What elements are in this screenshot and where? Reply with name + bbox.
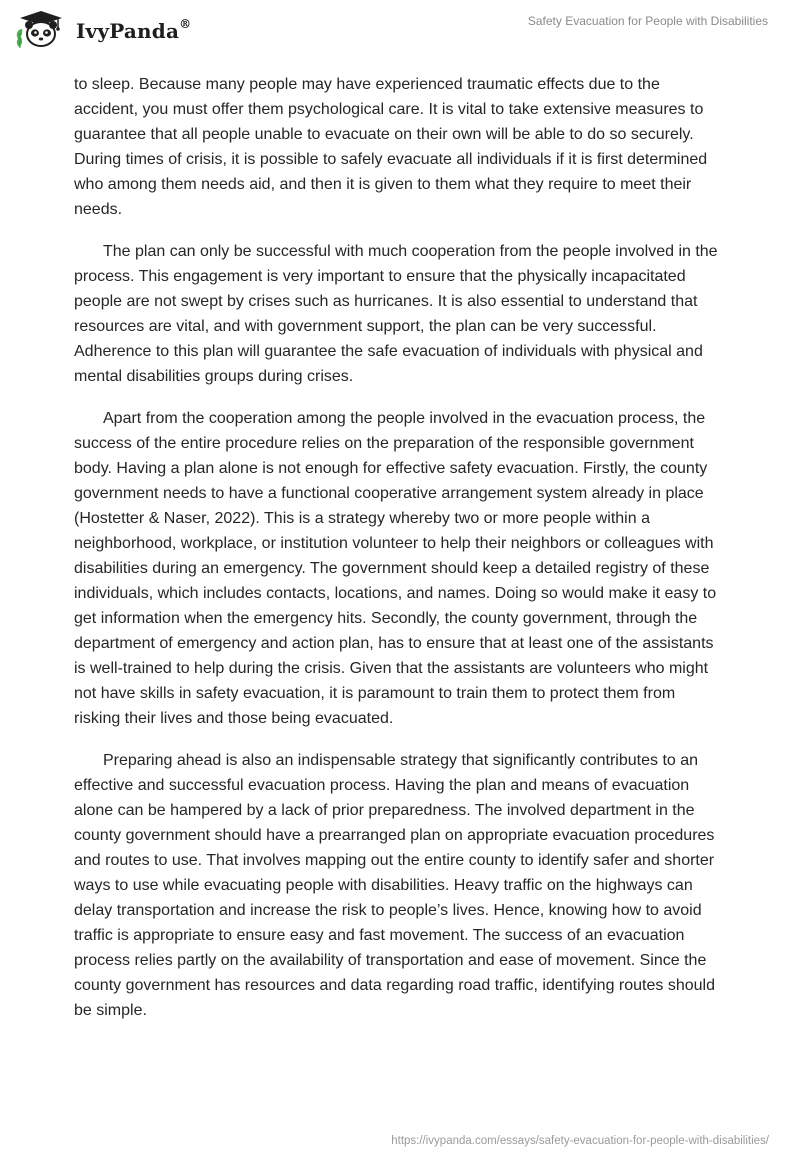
registered-mark: ®: [179, 17, 192, 32]
running-title: Safety Evacuation for People with Disabilities: [527, 14, 768, 28]
paragraph: The plan can only be successful with much cooperation from the people involved in the process. This engagement is very important to ensure that the physically incapacitated people are not swept by crises such as hurricanes. It is also essential to understand that resources are vital, and with government support, the plan can be very successful. Adherence to this plan will guarantee the safe evacuation of individuals with physical and mental disabilities groups during crises.: [74, 243, 718, 385]
paragraph-continued: to sleep. Because many people may have experienced traumatic effects due to the accident, you must offer them psychological care. It is vital to take extensive measures to guarantee that all people unable to evacuate on their own will be able to do so securely. During times of crisis, it is possible to safely evacuate all individuals if it is first determined who among them needs aid, and then it is given to them what they require to meet their needs.: [74, 76, 708, 218]
page-header: [0, 0, 800, 66]
paragraph: Apart from the cooperation among the people involved in the evacuation process, the success of the entire procedure relies on the preparation of the responsible government body. Having a plan alone is not enough for effective safety evacuation. Firstly, the county government needs to have a functional cooperative arrangement system already in place (Hostetter & Naser, 2022). This is a strategy whereby two or more people within a neighborhood, workplace, or institution volunteer to help their neighbors or colleagues with disabilities during an emergency. The government should keep a detailed registry of these individuals, which includes contacts, locations, and names. Doing so would make it easy to get information when the emergency hits. Secondly, the county government, through the department of emergency and action plan, has to ensure that at least one of the assistants is well-trained to help during the crisis. Given that the assistants are volunteers who might not have skills in safety evacuation, it is paramount to train them to protect them from risking their lives and those being evacuated.: [74, 410, 717, 727]
source-url[interactable]: https://ivypanda.com/essays/safety-evacuation-for-people-with-disabilities/: [391, 1135, 769, 1147]
panda-graduate-icon: [14, 9, 72, 49]
essay-body: [74, 72, 724, 1040]
brand-name: IvyPanda®: [76, 17, 192, 43]
ivypanda-logo[interactable]: [14, 9, 191, 49]
paragraph: Preparing ahead is also an indispensable strategy that significantly contributes to an effective and successful evacuation process. Having the plan and means of evacuation alone can be hampered by a lack of prior preparedness. The involved department in the county government should have a prearranged plan on appropriate evacuation procedures and routes to use. That involves mapping out the entire county to identify safer and shorter ways to use while evacuating people with disabilities. Heavy traffic on the highways can delay transportation and increase the risk to people’s lives. Hence, knowing how to avoid traffic is appropriate to ensure easy and fast movement. The success of an evacuation process relies partly on the availability of transportation and ease of movement. Since the county government has resources and data regarding road traffic, identifying routes should be simple.: [74, 752, 715, 1019]
